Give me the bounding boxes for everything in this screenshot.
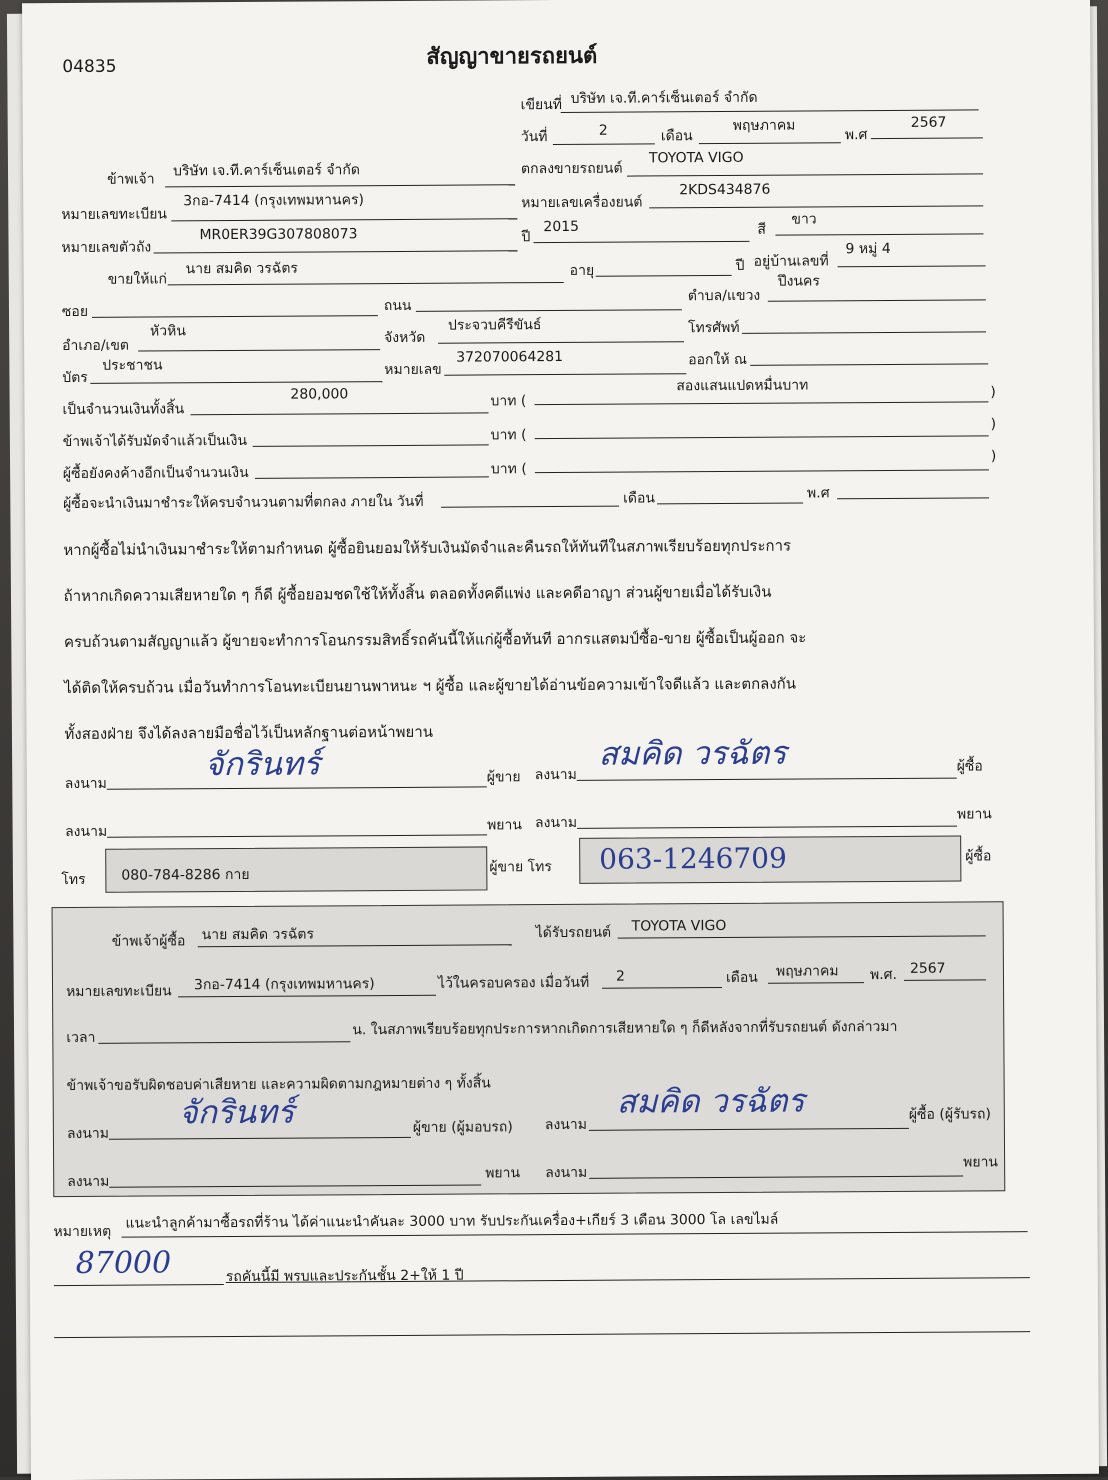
contract-sheet — [22, 0, 1099, 1480]
seller-sign-label: ลงนาม — [64, 775, 107, 793]
total-value: 280,000 — [290, 386, 349, 403]
phone-row-label: โทร — [61, 871, 86, 889]
seller-signature: จักรินทร์ — [204, 744, 321, 784]
term-line-4: ได้ติดให้ครบถ้วน เมื่อวันทำการโอนทะเบียนยานพาหนะ ฯ ผู้ซื้อ และผู้ขายได้อ่านข้อความเข้าใจดีแล้ว และตกลงกัน — [64, 674, 797, 698]
car-color-value: ขาว — [791, 211, 817, 228]
receipt-witness2-sign-label: ลงนาม — [545, 1164, 588, 1182]
receipt-witness1-role-label: พยาน — [485, 1165, 521, 1182]
total-baht-label: บาท ( — [490, 393, 527, 410]
chassis-label: หมายเลขตัวถัง — [61, 239, 152, 257]
witness2-sign-label: ลงนาม — [534, 814, 578, 832]
age-unit-label: ปี — [735, 257, 745, 274]
receipt-month-value: พฤษภาคม — [775, 963, 839, 980]
seller-value: บริษัท เจ.ที.คาร์เซ็นเตอร์ จำกัด — [172, 162, 361, 180]
seller-phone-value: 080-784-8286 กาย — [121, 866, 250, 884]
pay-year-label: พ.ศ — [806, 485, 830, 502]
receipt-buyer-value: นาย สมคิด วรฉัตร — [201, 926, 315, 944]
receipt-year-label: พ.ศ. — [869, 966, 898, 984]
receipt-line-1: น. ในสภาพเรียบร้อยทุกประการหากเกิดการเสียหายใด ๆ ก็ดีหลังจากที่รับรถยนต์ ดังกล่าวมา — [352, 1018, 898, 1039]
pay-month-label: เดือน — [622, 490, 655, 507]
receipt-buyer-label: ข้าพเจ้าผู้ซื้อ — [111, 933, 186, 950]
car-year-value: 2015 — [543, 218, 580, 236]
page-title: สัญญาขายรถยนต์ — [426, 43, 598, 70]
receipt-buyer-role-label: ผู้ซื้อ (ผู้รับรถ) — [908, 1106, 991, 1123]
buyer-name-value: นาย สมคิด วรฉัตร — [185, 260, 298, 278]
car-model-value: TOYOTA VIGO — [648, 149, 744, 167]
receipt-seller-signature: จักรินทร์ — [178, 1092, 295, 1132]
buyer-role-label: ผู้ซื้อ — [956, 758, 983, 775]
receipt-line-2: ข้าพเจ้าขอรับผิดชอบค่าเสียหาย และความผิดตามกฎหมายต่าง ๆ ทั้งสิ้น — [66, 1075, 491, 1095]
province-value: ประจวบคีรีขันธ์ — [447, 317, 542, 334]
deposit-close: ) — [990, 416, 997, 433]
receipt-witness2-role-label: พยาน — [963, 1154, 999, 1171]
day-value: 2 — [598, 122, 608, 139]
deposit-baht-label: บาท ( — [490, 427, 527, 444]
district-value: หัวหิน — [149, 323, 186, 340]
phone-label: โทรศัพท์ — [687, 319, 740, 337]
remark-label: หมายเหตุ — [53, 1223, 112, 1241]
seller-label: ข้าพเจ้า — [107, 171, 155, 188]
district-label: อำเภอ/เขต — [62, 337, 130, 355]
term-line-2: ถ้าหากเกิดความเสียหายใด ๆ ก็ดี ผู้ซื้อยอมชดใช้ให้ทั้งสิ้น ตลอดทั้งคดีแพ่ง และคดีอาญา ส่วนผู้ขายเมื่อได้รับเงิน — [63, 582, 772, 606]
card-no-value: 372070064281 — [456, 348, 564, 366]
term-line-3: ครบถ้วนตามสัญญาแล้ว ผู้ขายจะทำการโอนกรรมสิทธิ์รถคันนี้ให้แก่ผู้ซื้อทันที อากรแสตมป์ซื้อ-ขาย ผู้ซื้อเป็นผู้ออก จะ — [63, 628, 807, 652]
witness1-sign-label: ลงนาม — [65, 823, 108, 841]
total-close: ) — [990, 384, 996, 401]
agree-sell-label: ตกลงขายรถยนต์ — [520, 160, 623, 178]
receipt-month-label: เดือน — [725, 969, 758, 986]
document-number: 04835 — [62, 56, 117, 78]
engine-label: หมายเลขเครื่องยนต์ — [521, 194, 643, 212]
term-line-1: หากผู้ซื้อไม่นำเงินมาชำระให้ตามกำหนด ผู้ซื้อยินยอมให้รับเงินมัดจำและคืนรถให้ทันทีในสภาพเรียบร้อยทุกประการ — [63, 536, 792, 560]
receipt-box — [52, 901, 1006, 1197]
remaining-label: ผู้ซื้อยังคงค้างอีกเป็นจำนวนเงิน — [62, 464, 249, 483]
year-label: พ.ศ — [844, 127, 868, 144]
written-at-value: บริษัท เจ.ที.คาร์เซ็นเตอร์ จำกัด — [570, 89, 758, 107]
receipt-year-value: 2567 — [909, 960, 946, 977]
subdistrict-label: ตำบล/แขวง — [687, 287, 761, 305]
remaining-close: ) — [990, 448, 997, 465]
receipt-day-value: 2 — [615, 968, 625, 985]
subdistrict-value: ปึงนคร — [777, 273, 820, 290]
receipt-seller-sign-label: ลงนาม — [66, 1125, 110, 1143]
soi-label: ซอย — [61, 303, 89, 321]
house-value: 9 หมู่ 4 — [845, 240, 891, 258]
buyer-phone-role-label: ผู้ซื้อ — [965, 848, 992, 865]
witness2-role-label: พยาน — [956, 806, 992, 823]
province-label: จังหวัด — [384, 329, 426, 347]
engine-value: 2KDS434876 — [679, 181, 771, 199]
written-at-label: เขียนที่ — [520, 96, 563, 114]
receipt-model-value: TOYOTA VIGO — [631, 917, 727, 935]
receipt-plate-label: หมายเลขทะเบียน — [66, 983, 172, 1001]
day-label: วันที่ — [520, 129, 548, 146]
witness1-role-label: พยาน — [486, 817, 522, 834]
car-year-label: ปี — [521, 229, 531, 246]
remark-text-2: รถคันนี้มี พรบและประกันชั้น 2+ให้ 1 ปี — [225, 1267, 464, 1286]
plate-label: หมายเลขทะเบียน — [61, 206, 168, 224]
receipt-time-label: เวลา — [66, 1029, 96, 1047]
sell-to-label: ขายให้แก่ — [107, 271, 167, 288]
card-no-label: หมายเลข — [384, 361, 442, 379]
receipt-seller-role-label: ผู้ขาย (ผู้มอบรถ) — [412, 1119, 513, 1136]
remark-mileage: 87000 — [75, 1245, 172, 1281]
month-value: พฤษภาคม — [732, 117, 796, 134]
pay-deadline-label: ผู้ซื้อจะนำเงินมาชำระให้ครบจำนวนตามที่ตกลง ภายใน วันที่ — [63, 493, 424, 513]
seller-phone-role-label: ผู้ขาย โทร — [489, 859, 552, 876]
receipt-possession-label: ไว้ในครอบครอง เมื่อวันที่ — [437, 974, 590, 992]
total-label: เป็นจำนวนเงินทั้งสิ้น — [62, 401, 185, 419]
receipt-witness1-sign-label: ลงนาม — [67, 1173, 110, 1191]
buyer-signature: สมคิด วรฉัตร — [598, 733, 787, 773]
seller-role-label: ผู้ขาย — [486, 769, 521, 786]
receipt-received-label: ได้รับรถยนต์ — [535, 924, 612, 942]
car-color-label: สี — [757, 221, 767, 238]
year-value: 2567 — [910, 114, 947, 131]
card-label: บัตร — [62, 369, 88, 387]
receipt-buyer-sign-label: ลงนาม — [544, 1116, 587, 1134]
remaining-baht-label: บาท ( — [490, 461, 527, 478]
month-label: เดือน — [660, 128, 693, 145]
total-words-value: สองแสนแปดหมื่นบาท — [676, 377, 809, 395]
card-value: ประชาชน — [102, 357, 163, 374]
buyer-sign-label: ลงนาม — [534, 766, 577, 784]
road-label: ถนน — [383, 297, 412, 315]
remark-text: แนะนำลูกค้ามาซื้อรถที่ร้าน ได้ค่าแนะนำคันละ 3000 บาท รับประกันเครื่อง+เกียร์ 3 เดือน 3000 โล เลขไมล์ — [125, 1211, 779, 1232]
age-label: อายุ — [569, 262, 595, 279]
plate-value: 3กอ-7414 (กรุงเทพมหานคร) — [183, 192, 364, 210]
issued-label: ออกให้ ณ — [688, 351, 748, 369]
deposit-label: ข้าพเจ้าได้รับมัดจำแล้วเป็นเงิน — [62, 432, 248, 451]
receipt-buyer-signature: สมคิด วรฉัตร — [616, 1081, 805, 1121]
buyer-phone-value: 063-1246709 — [599, 841, 787, 876]
chassis-value: MR0ER39G307808073 — [199, 226, 358, 244]
house-label: อยู่บ้านเลขที่ — [753, 253, 829, 270]
term-line-5: ทั้งสองฝ่าย จึงได้ลงลายมือชื่อไว้เป็นหลักฐานต่อหน้าพยาน — [64, 722, 434, 744]
receipt-plate-value: 3กอ-7414 (กรุงเทพมหานคร) — [193, 976, 375, 994]
